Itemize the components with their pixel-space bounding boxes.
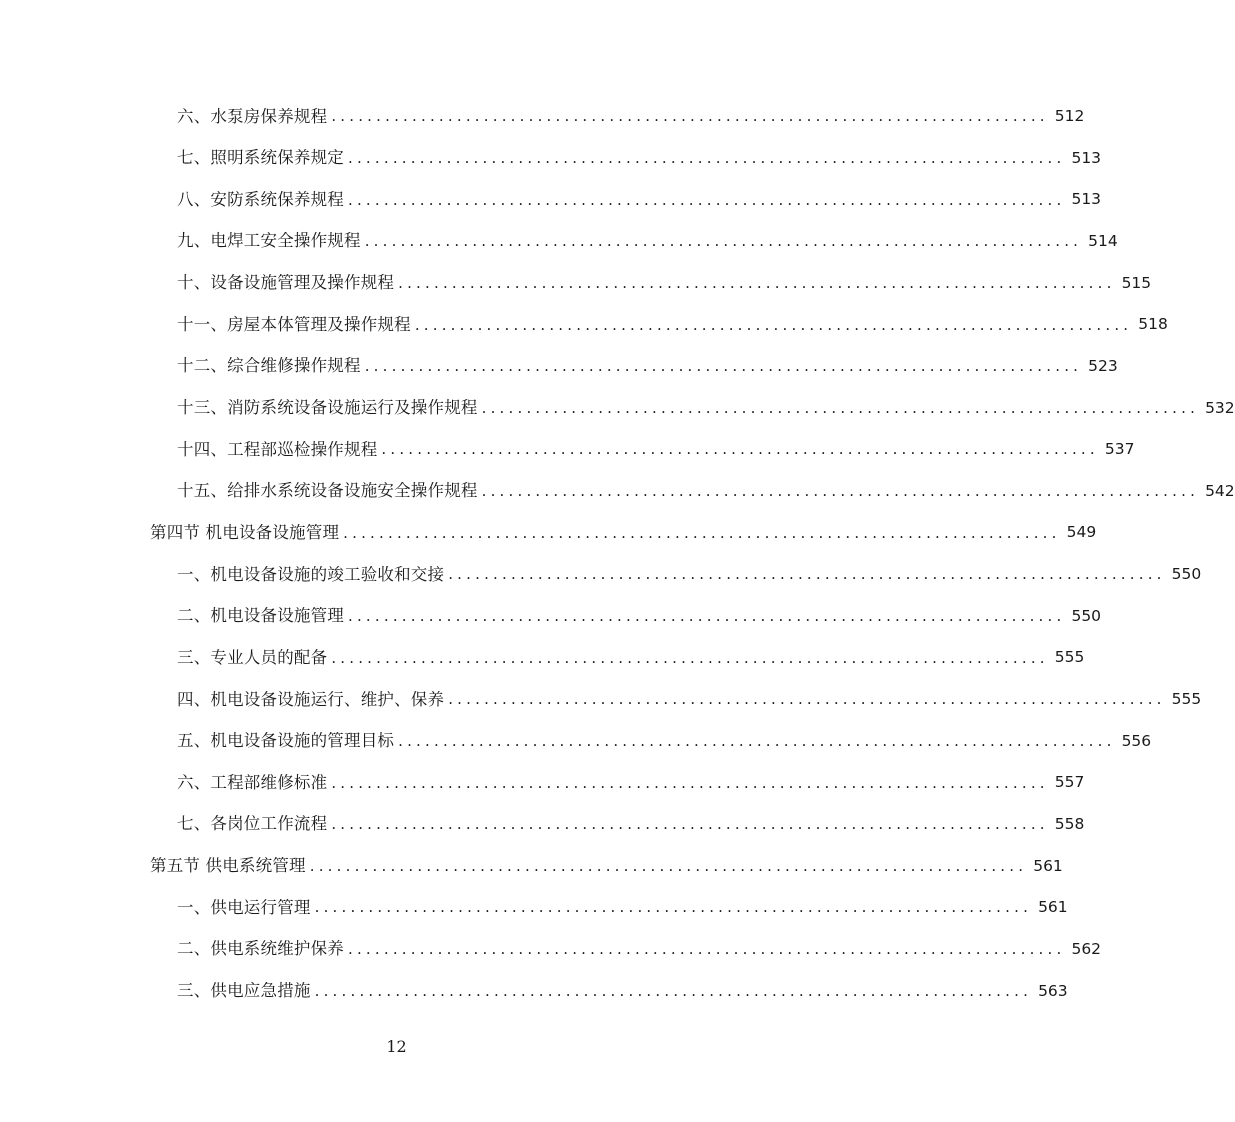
toc-dot-leader: ................................................................................ — [331, 815, 1049, 834]
toc-entry-title: 三、供电应急措施 — [177, 981, 311, 1001]
toc-entry[interactable] — [0, 637, 1085, 679]
toc-entry-title: 六、水泵房保养规程 — [177, 106, 328, 126]
toc-entry[interactable] — [0, 679, 1202, 721]
toc-dot-leader: ................................................................................ — [314, 898, 1033, 917]
toc-entry-page: 561 — [1038, 898, 1068, 917]
toc-entry-page: 515 — [1121, 273, 1152, 292]
toc-entry[interactable] — [0, 929, 1102, 971]
toc-entry-title: 四、机电设备设施运行、维护、保养 — [177, 689, 445, 709]
toc-dot-leader: ................................................................................ — [343, 523, 1061, 542]
toc-entry[interactable] — [0, 429, 1135, 471]
toc-dot-leader: ................................................................................ — [314, 981, 1033, 1000]
toc-entry[interactable] — [0, 263, 1152, 305]
toc-entry[interactable] — [0, 346, 1118, 388]
toc-dot-leader: ................................................................................ — [414, 315, 1133, 334]
toc-dot-leader: ................................................................................ — [481, 482, 1200, 501]
toc-entry-page: 542 — [1205, 481, 1235, 500]
toc-entry-title: 一、供电运行管理 — [177, 897, 311, 917]
table-of-contents — [0, 96, 1235, 1012]
toc-dot-leader: ................................................................................ — [348, 148, 1066, 167]
toc-entry-page: 549 — [1066, 523, 1097, 542]
toc-entry-title: 十、设备设施管理及操作规程 — [177, 273, 395, 293]
toc-entry-page: 555 — [1171, 690, 1202, 709]
toc-dot-leader: ................................................................................ — [331, 648, 1049, 667]
toc-entry[interactable] — [0, 304, 1168, 346]
toc-entry[interactable] — [0, 179, 1102, 221]
toc-entry-page: 523 — [1088, 356, 1118, 375]
toc-entry-title: 九、电焊工安全操作规程 — [177, 231, 361, 251]
toc-dot-leader: ................................................................................ — [481, 398, 1200, 417]
toc-entry-title: 八、安防系统保养规程 — [177, 189, 344, 209]
toc-entry[interactable] — [0, 762, 1085, 804]
toc-entry-title: 十一、房屋本体管理及操作规程 — [177, 314, 411, 334]
toc-entry[interactable] — [0, 804, 1085, 846]
toc-dot-leader: ................................................................................ — [331, 773, 1049, 792]
toc-dot-leader: ................................................................................ — [348, 190, 1066, 209]
toc-entry-page: 555 — [1054, 648, 1085, 667]
toc-entry-page: 513 — [1071, 190, 1102, 209]
toc-section-title: 第四节 机电设备设施管理 — [150, 522, 340, 542]
toc-dot-leader: ................................................................................ — [309, 856, 1028, 875]
toc-entry-page: 550 — [1071, 606, 1102, 625]
toc-entry[interactable] — [0, 387, 1235, 429]
toc-entry-title: 七、照明系统保养规定 — [177, 148, 344, 168]
toc-entry[interactable] — [0, 970, 1068, 1012]
toc-entry-title: 十三、消防系统设备设施运行及操作规程 — [177, 398, 478, 418]
toc-entry-page: 514 — [1088, 231, 1118, 250]
toc-entry[interactable] — [0, 721, 1152, 763]
toc-entry[interactable] — [0, 887, 1068, 929]
toc-entry-title: 二、机电设备设施管理 — [177, 606, 344, 626]
toc-entry[interactable] — [0, 138, 1102, 180]
toc-entry-page: 537 — [1104, 440, 1135, 459]
toc-entry-page: 563 — [1038, 981, 1068, 1000]
toc-entry-page: 561 — [1033, 856, 1063, 875]
toc-entry-page: 512 — [1054, 107, 1085, 126]
toc-dot-leader: ................................................................................ — [364, 357, 1083, 376]
toc-dot-leader: ................................................................................ — [348, 940, 1066, 959]
toc-entry-title: 一、机电设备设施的竣工验收和交接 — [177, 564, 445, 584]
toc-dot-leader: ................................................................................ — [398, 731, 1116, 750]
toc-entry[interactable] — [0, 471, 1235, 513]
toc-dot-leader: ................................................................................ — [448, 690, 1166, 709]
toc-entry-title: 五、机电设备设施的管理目标 — [177, 731, 395, 751]
toc-entry[interactable] — [0, 96, 1085, 138]
toc-dot-leader: ................................................................................ — [398, 273, 1116, 292]
toc-entry-title: 十五、给排水系统设备设施安全操作规程 — [177, 481, 478, 501]
toc-entry[interactable] — [0, 554, 1202, 596]
toc-entry[interactable] — [0, 596, 1102, 638]
toc-entry-page: 562 — [1071, 939, 1102, 958]
toc-entry-page: 557 — [1054, 773, 1085, 792]
toc-entry-title: 六、工程部维修标准 — [177, 772, 328, 792]
toc-entry-page: 532 — [1205, 398, 1235, 417]
toc-entry-title: 十二、综合维修操作规程 — [177, 356, 361, 376]
toc-dot-leader: ................................................................................ — [364, 232, 1083, 251]
toc-section-entry[interactable] — [0, 846, 1063, 888]
toc-entry-page: 556 — [1121, 731, 1152, 750]
page-number: 12 — [386, 1037, 407, 1056]
toc-entry-page: 518 — [1138, 315, 1168, 334]
toc-entry-page: 513 — [1071, 148, 1102, 167]
toc-section-title: 第五节 供电系统管理 — [150, 856, 306, 876]
toc-dot-leader: ................................................................................ — [448, 565, 1166, 584]
toc-entry-title: 三、专业人员的配备 — [177, 647, 328, 667]
toc-entry[interactable] — [0, 221, 1118, 263]
toc-entry-title: 十四、工程部巡检操作规程 — [177, 439, 378, 459]
toc-dot-leader: ................................................................................ — [348, 607, 1066, 625]
toc-entry-title: 七、各岗位工作流程 — [177, 814, 328, 834]
toc-dot-leader: ................................................................................ — [331, 107, 1049, 126]
toc-entry-page: 550 — [1171, 565, 1202, 584]
toc-dot-leader: ................................................................................ — [381, 440, 1099, 459]
toc-section-entry[interactable] — [0, 512, 1097, 554]
toc-entry-title: 二、供电系统维护保养 — [177, 939, 344, 959]
toc-entry-page: 558 — [1054, 814, 1085, 833]
